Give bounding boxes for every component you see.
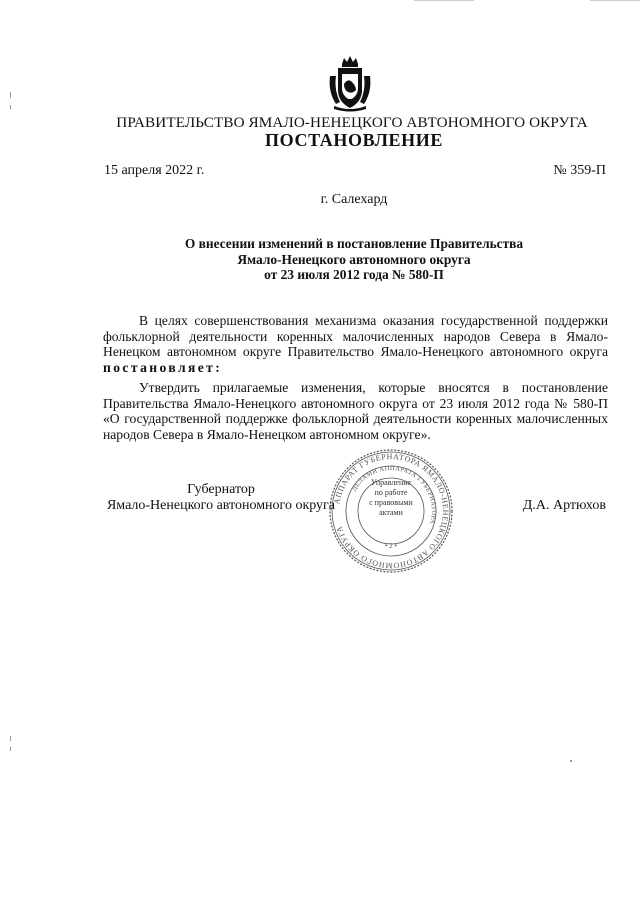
stamp-center-line: с правовыми — [369, 498, 413, 507]
operative-paragraph: Утвердить прилагаемые изменения, которые вносятся в постановление Правительства Ямало-Ненецкого автономного округа от 23 июля 2012 года № 580-П «О государственной поддержке фольклорной деятельности коренных малочисленных народов Севера в Ямало-Ненецком автономном округе». — [103, 380, 608, 442]
resolves-keyword: постановляет: — [103, 359, 223, 375]
document-subject — [0, 236, 640, 283]
signatory-name: Д.А. Артюхов — [522, 498, 606, 513]
signatory-organization: Ямало-Ненецкого автономного округа — [106, 497, 336, 513]
issue-city: г. Салехард — [320, 192, 388, 207]
stamp-inner-text: ДЕЛАМИ АППАРАТА ГУБЕРНАТОРА — [350, 464, 438, 525]
stamp-center-line: Управление — [370, 478, 412, 487]
subject-line: от 23 июля 2012 года № 580-П — [264, 267, 444, 282]
stamp-center-text — [360, 478, 422, 518]
scan-mark — [10, 736, 11, 741]
scan-mark — [414, 0, 474, 1]
scan-mark — [10, 92, 11, 98]
signatory-position: Губернатор — [187, 482, 255, 497]
coat-of-arms-emblem — [326, 54, 374, 112]
scan-mark — [10, 105, 11, 109]
stamp-outer-text: АППАРАТ ГУБЕРНАТОРА ЯМАЛО-НЕНЕЦКОГО АВТОНОМНОГО ОКРУГА — [332, 451, 451, 571]
subject-line: О внесении изменений в постановление Правительства — [184, 236, 524, 251]
stamp-center-line: по работе — [374, 488, 408, 497]
signatory-title — [101, 482, 341, 513]
document-date: 15 апреля 2022 г. — [104, 163, 205, 178]
issuing-authority: ПРАВИТЕЛЬСТВО ЯМАЛО-НЕНЕЦКОГО АВТОНОМНОГО ОКРУГА — [116, 114, 588, 131]
stamp-center-line: актами — [379, 508, 403, 517]
subject-line: Ямало-Ненецкого автономного округа — [237, 251, 471, 267]
scan-mark — [570, 760, 572, 762]
scan-mark — [590, 0, 640, 1]
stamp-bottom-mark: • 2 • — [385, 542, 397, 550]
document-type-title: ПОСТАНОВЛЕНИЕ — [265, 130, 443, 150]
preamble-paragraph — [103, 313, 608, 375]
scan-mark — [10, 747, 11, 751]
preamble-text: В целях совершенствования механизма оказания государственной поддержки фольклорной деятельности коренных малочисленных народов Севера в Ямало-Ненецком автономном округе Правительство Ямало-Ненецкого автономного округа — [103, 313, 608, 359]
document-number: № 359-П — [553, 163, 606, 178]
